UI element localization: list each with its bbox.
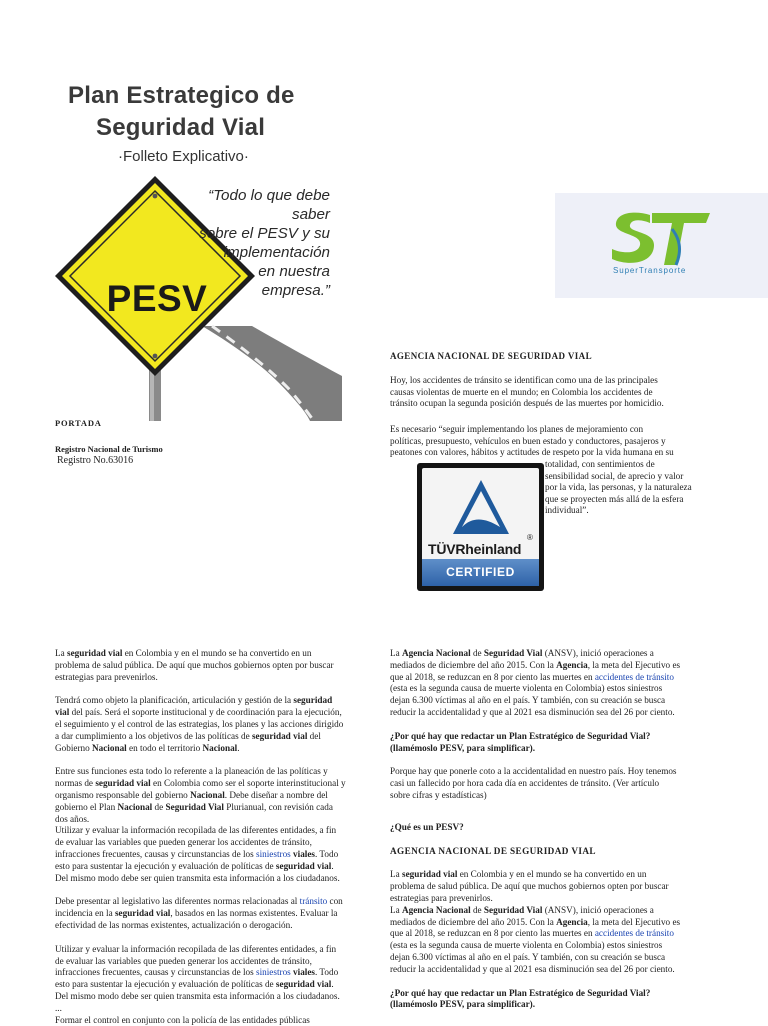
text-line: efectividad de las normas existentes, actualización o derogación. — [55, 919, 293, 930]
text-line: estrategias para prevenirlos. — [55, 671, 158, 682]
agencia-heading: AGENCIA NACIONAL DE SEGURIDAD VIAL — [390, 351, 592, 361]
text-line: Utilizar y evaluar la información recopilada de las diferentes entidades, a fin — [55, 943, 337, 954]
inline-link[interactable]: accidentes de tránsito — [594, 928, 674, 939]
text-line: La Agencia Nacional de Seguridad Vial (ANSV), inició operaciones a — [390, 648, 654, 658]
text-line: problema de salud pública. De aquí que muchos gobiernos opten por buscar — [390, 881, 669, 892]
text-line: ... — [55, 1002, 62, 1013]
text-line: casi un fallecido por hora cada día en accidentes de tránsito. (Ver artículo — [390, 778, 660, 789]
bold-term: Agencia Nacional — [402, 904, 471, 915]
text-line: reducir la accidentalidad y que al 2021 esa disminución sea del 26 por ciento. — [390, 963, 675, 974]
bold-term: viales — [293, 967, 315, 978]
left-paragraph — [55, 648, 385, 683]
bold-term: Seguridad Vial — [165, 801, 224, 812]
text-line: esto para sustentar la ejecución y evaluación de políticas de seguridad vial. — [55, 979, 334, 990]
left-paragraph — [55, 695, 385, 754]
registro-number: Registro No.63016 — [57, 455, 134, 466]
bold-term: (llamémoslo PESV, para simplificar). — [390, 999, 536, 1010]
right-paragraph — [390, 648, 735, 719]
inline-link[interactable]: siniestros — [256, 848, 291, 859]
text-line — [390, 999, 735, 1011]
sign-text: PESV — [106, 278, 208, 319]
text-line: infracciones frecuentes, causas y circunstancias de los siniestros viales. Todo — [55, 967, 339, 978]
left-paragraph — [55, 944, 385, 1026]
text-line: Utilizar y evaluar la información recopilada de las diferentes entidades, a fin — [55, 825, 337, 836]
left-column-body — [55, 648, 385, 1026]
bold-term: ¿Por qué hay que redactar un Plan Estratégico de Seguridad Vial? — [390, 730, 651, 741]
bold-term: (llamémoslo PESV, para simplificar). — [390, 742, 536, 753]
bold-term: Nacional — [202, 742, 238, 753]
left-paragraph — [55, 766, 385, 884]
bold-term: seguridad vial — [114, 908, 171, 919]
text-line: incidencia en la seguridad vial, basados en las normas existentes. Evaluar la — [55, 908, 338, 919]
portada-label: PORTADA — [55, 418, 102, 428]
text-line: La seguridad vial en Colombia y en el mundo se ha convertido en un — [390, 869, 647, 880]
text-line: sobre cifras y estadísticas) — [390, 789, 487, 800]
text-line: a dar cumplimiento a los objetivos de las políticas de seguridad vial del — [55, 730, 321, 741]
text-line: el seguimiento y el control de las estrategias, los planes y las acciones dirigido — [55, 718, 344, 729]
text-line: Del mismo modo debe ser quien transmita esta información a los ciudadanos. — [55, 990, 340, 1001]
tuv-certified-bar: CERTIFIED — [422, 559, 539, 586]
text-line: Porque hay que ponerle coto a la accidentalidad en nuestro país. Hoy tenemos — [390, 766, 677, 777]
inline-link[interactable]: siniestros — [256, 967, 291, 978]
bold-term: Agencia Nacional — [402, 648, 471, 658]
text-line: dejan 6.300 víctimas al año en el país. Y también, con su creación se busca — [390, 695, 666, 706]
text-line: dos años. — [55, 813, 90, 824]
text-line: vial del país. Será el soporte institucional y de coordinación para la ejecución, — [55, 707, 342, 718]
bold-term: Nacional — [190, 789, 225, 800]
right-intro-paragraph: Hoy, los accidentes de tránsito se identifican como una de las principales causas violentas de muerte en el mundo; en Colombia los accidentes de tránsito ocupan la segunda posición después de las muertes por homicidio. — [390, 375, 664, 409]
agencia-heading-2: AGENCIA NACIONAL DE SEGURIDAD VIAL — [390, 845, 596, 856]
bold-term: Agencia — [556, 916, 588, 927]
bold-term: Agencia — [556, 659, 588, 670]
text-line — [390, 988, 735, 1000]
text-line: Gobierno Nacional en todo el territorio Nacional. — [55, 742, 240, 753]
text-line: Del mismo modo debe ser quien transmita esta información a los ciudadanos. — [55, 872, 340, 883]
text-line: mediados de diciembre del año 2015. Con la Agencia, la meta del Ejecutivo es — [390, 659, 681, 670]
bold-term: Seguridad Vial — [483, 904, 543, 915]
tuv-certified-badge — [417, 463, 544, 591]
cover-title-line1: Plan Estrategico de — [68, 82, 295, 109]
text-line: infracciones frecuentes, causas y circunstancias de los siniestros viales. Todo — [55, 848, 339, 859]
text-line: organismo responsable del gobierno Nacional. Debe diseñar a nombre del — [55, 789, 328, 800]
cover-panel — [52, 76, 342, 421]
question-heading — [390, 988, 735, 1012]
cover-quote: “Todo lo que debe saber sobre el PESV y su implementación en nuestra empresa.” — [199, 187, 330, 299]
bold-term: seguridad vial — [275, 979, 332, 990]
bold-term: seguridad — [293, 695, 333, 706]
bold-term: Seguridad Vial — [483, 648, 543, 658]
left-paragraph — [55, 896, 385, 931]
tuv-triangle-icon — [450, 477, 512, 539]
text-line: (esta es la segunda causa de muerte violenta en Colombia) estos siniestros — [390, 683, 663, 694]
bold-term: seguridad vial — [95, 778, 151, 789]
cover-subtitle: ·Folleto Explicativo· — [118, 148, 249, 165]
question-heading: ¿Qué es un PESV? — [390, 821, 464, 832]
supertransporte-logo — [555, 193, 768, 298]
registro-label: Registro Nacional de Turismo — [55, 444, 163, 454]
bold-term: seguridad vial — [67, 648, 123, 658]
text-line: gobierno el Plan Nacional de Seguridad Vial Plurianual, con revisión cada — [55, 801, 333, 812]
text-line: esto para sustentar la ejecución y evaluación de políticas de seguridad vial. — [55, 860, 334, 871]
right-quote-continuation: totalidad, con sentimientos de sensibilidad social, de aprecio y valor por la vida, las personas, y la naturaleza que se proyecten más allá de la esfera individual”. — [545, 459, 692, 516]
tuv-brand-text: TÜVRheinland — [428, 541, 522, 557]
bold-term: seguridad vial — [251, 730, 308, 741]
text-line: que al 2018, se reduzcan en 8 por ciento las muertes en accidentes de tránsito — [390, 671, 674, 682]
right-paragraph — [390, 766, 735, 801]
inline-link[interactable]: accidentes de tránsito — [594, 671, 674, 682]
text-line: La seguridad vial en Colombia y en el mundo se ha convertido en un — [55, 648, 312, 658]
text-line: reducir la accidentalidad y que al 2021 esa disminución sea del 26 por ciento. — [390, 706, 675, 717]
text-line — [390, 731, 735, 743]
text-line: estrategias para prevenirlos. — [390, 892, 493, 903]
bold-term: viales — [293, 848, 315, 859]
right-quote-paragraph: Es necesario “seguir implementando los planes de mejoramiento con políticas, presupuesto, vehículos en buen estado y conductores, pasajeros y peatones con valores, hábitos y actitudes de respeto por la vida humana en su — [390, 424, 674, 458]
bold-term: seguridad vial — [275, 860, 332, 871]
bold-term: seguridad vial — [402, 869, 458, 880]
question-heading — [390, 731, 735, 755]
text-line: Debe presentar al legislativo las diferentes normas relacionadas al tránsito con — [55, 896, 343, 907]
text-line: dejan 6.300 víctimas al año en el país. Y también, con su creación se busca — [390, 951, 666, 962]
right-column-body — [390, 648, 735, 1011]
cover-title-line2: Seguridad Vial — [96, 114, 266, 141]
bold-term: Nacional — [117, 801, 153, 812]
text-line: mediados de diciembre del año 2015. Con la Agencia, la meta del Ejecutivo es — [390, 916, 681, 927]
text-line: (esta es la segunda causa de muerte violenta en Colombia) estos siniestros — [390, 940, 663, 951]
bold-term: Nacional — [92, 742, 127, 753]
st-logo-mark — [610, 209, 715, 269]
text-line: Entre sus funciones esta todo lo referente a la planeación de las políticas y — [55, 766, 328, 777]
text-line: normas de seguridad vial en Colombia como ser el soporte interinstitucional y — [55, 778, 346, 789]
text-line: Formar el control en conjunto con la policía de las entidades públicas — [55, 1014, 310, 1025]
tuv-registered-mark: ® — [527, 533, 533, 542]
text-line: de evaluar las variables que pueden generar los accidentes de tránsito, — [55, 955, 312, 966]
text-line: problema de salud pública. De aquí que muchos gobiernos opten por buscar — [55, 659, 334, 670]
text-line — [390, 743, 735, 755]
bold-term: ¿Por qué hay que redactar un Plan Estratégico de Seguridad Vial? — [390, 987, 651, 998]
bold-term: vial — [55, 707, 70, 718]
text-line: Tendrá como objeto la planificación, articulación y gestión de la seguridad — [55, 695, 333, 706]
inline-link[interactable]: tránsito — [299, 896, 328, 907]
st-logo-caption: SuperTransporte — [613, 266, 687, 275]
text-line: que al 2018, se reduzcan en 8 por ciento las muertes en accidentes de tránsito — [390, 928, 674, 939]
text-line: La Agencia Nacional de Seguridad Vial (ANSV), inició operaciones a — [390, 904, 654, 915]
right-paragraph — [390, 869, 735, 975]
text-line: de evaluar las variables que pueden generar los accidentes de tránsito, — [55, 837, 312, 848]
